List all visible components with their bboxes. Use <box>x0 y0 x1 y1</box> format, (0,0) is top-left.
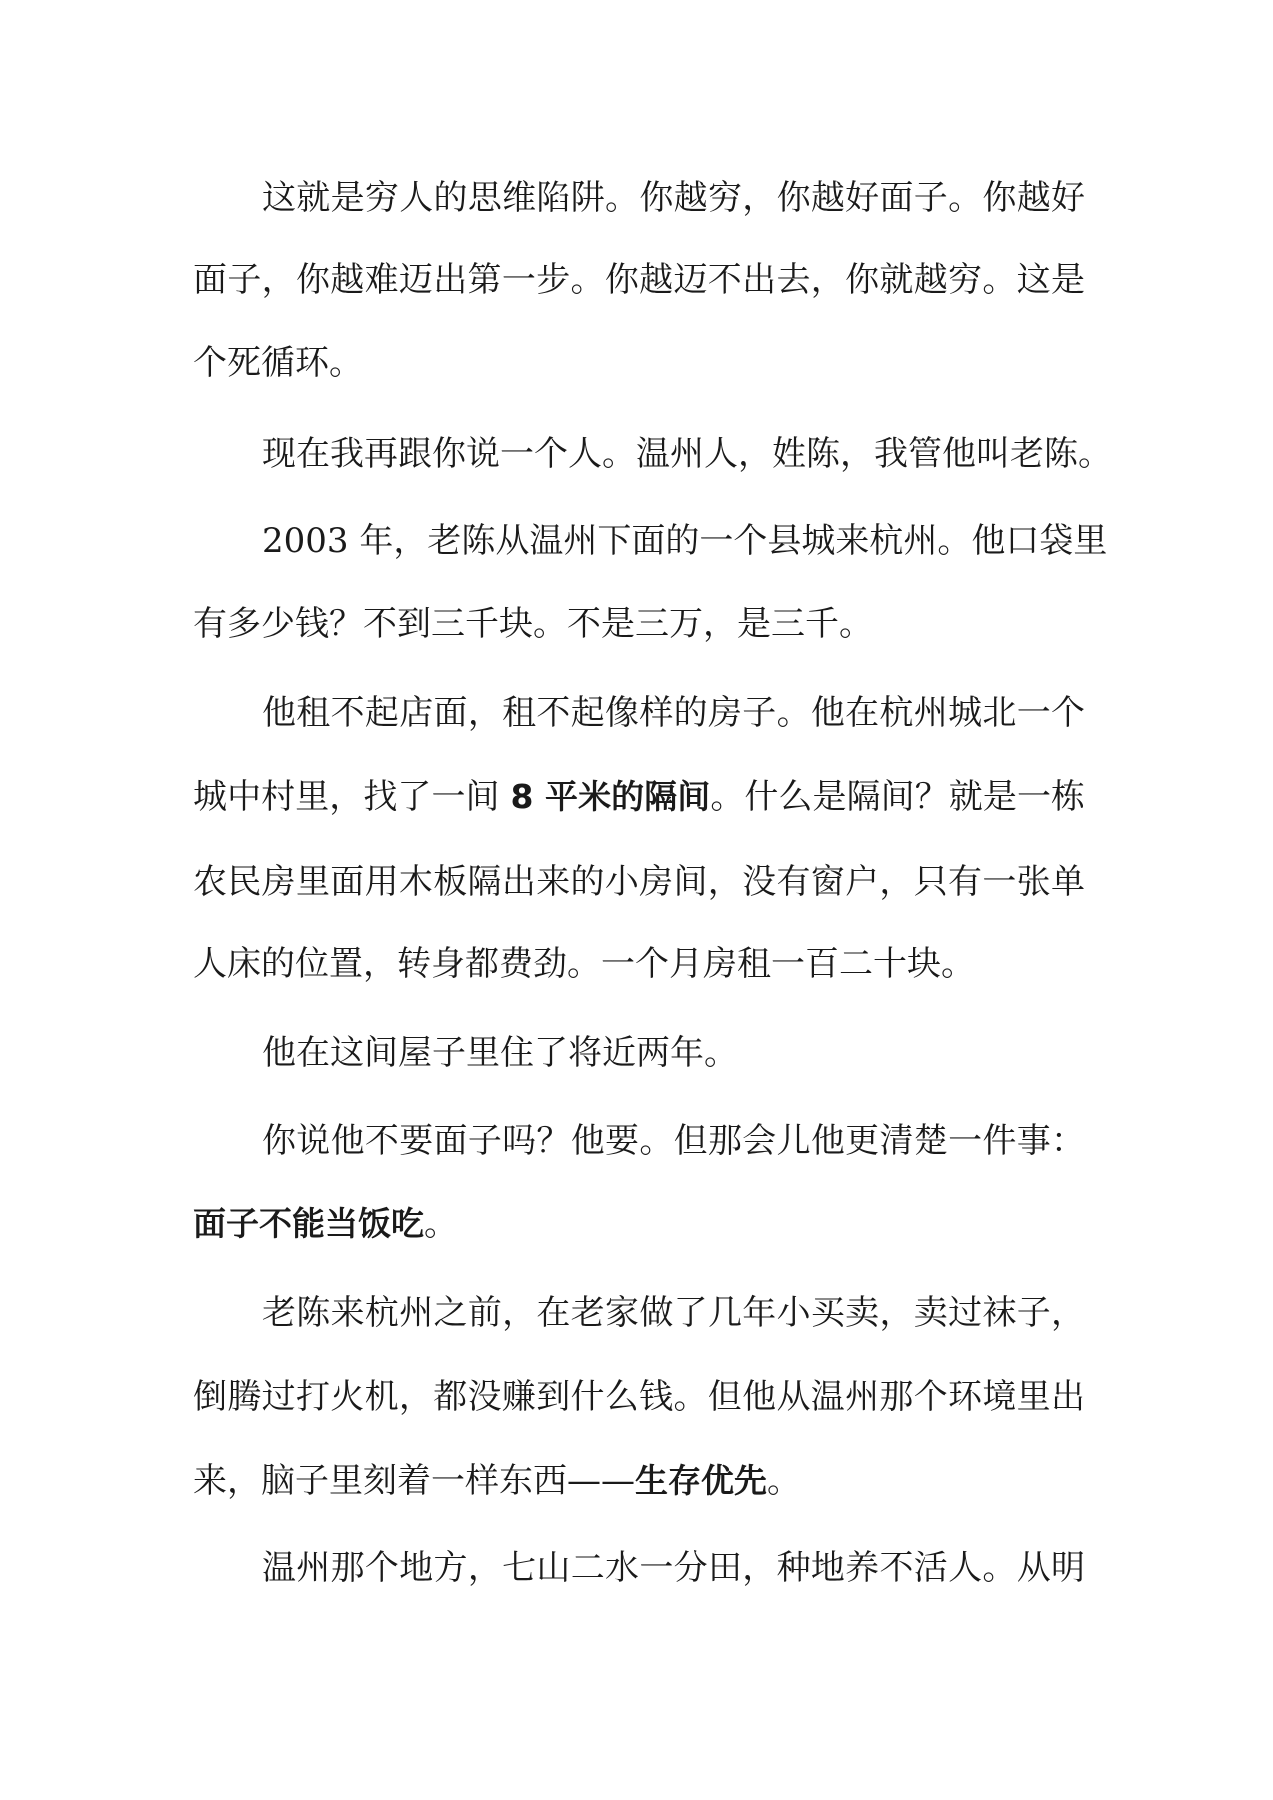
bold-text-span: 生存优先 <box>635 1461 767 1500</box>
text-span: 老陈来杭州之前，在老家做了几年小买卖，卖过袜子， <box>262 1293 1085 1333</box>
text-span: 温州那个地方，七山二水一分田，种地养不活人。从明 <box>262 1548 1085 1588</box>
text-line <box>193 341 363 385</box>
text-span: 。什么是隔间？就是一栋 <box>710 777 1086 817</box>
text-line <box>262 691 1085 735</box>
text-span: 他在这间屋子里住了将近两年。 <box>262 1033 738 1073</box>
text-span: 倒腾过打火机，都没赚到什么钱。但他从温州那个环境里出 <box>193 1377 1085 1417</box>
text-line <box>193 942 975 986</box>
text-line <box>262 1031 738 1075</box>
text-span: 这就是穷人的思维陷阱。你越穷，你越好面子。你越好 <box>262 178 1085 218</box>
text-span: 人床的位置，转身都费劲。一个月房租一百二十块。 <box>193 944 975 984</box>
text-span: 面子，你越难迈出第一步。你越迈不出去，你就越穷。这是 <box>193 260 1085 300</box>
text-line <box>262 519 1108 563</box>
bold-text-span: 8 平米的隔间 <box>510 777 711 816</box>
text-span: 你说他不要面子吗？他要。但那会儿他更清楚一件事： <box>262 1121 1085 1161</box>
text-line <box>193 602 873 646</box>
text-line <box>193 1375 1085 1419</box>
text-line <box>262 432 1112 476</box>
text-span: 农民房里面用木板隔出来的小房间，没有窗户，只有一张单 <box>193 862 1085 902</box>
text-span: 来，脑子里刻着一样东西—— <box>193 1461 635 1501</box>
text-line <box>193 258 1085 302</box>
text-span: 城中村里，找了一间 <box>193 777 511 817</box>
bold-text-span: 面子不能当饭吃 <box>193 1204 424 1243</box>
text-line <box>262 1546 1085 1590</box>
text-span: 他租不起店面，租不起像样的房子。他在杭州城北一个 <box>262 693 1085 733</box>
text-line <box>193 1459 801 1503</box>
text-line <box>193 775 1085 819</box>
text-span: 2003 年，老陈从温州下面的一个县城来杭州。他口袋里 <box>262 521 1108 561</box>
text-span: 有多少钱？不到三千块。不是三万，是三千。 <box>193 604 873 644</box>
text-line <box>193 860 1085 904</box>
text-span: 。 <box>767 1461 801 1501</box>
text-line <box>262 176 1085 220</box>
text-span: 现在我再跟你说一个人。温州人，姓陈，我管他叫老陈。 <box>262 434 1112 474</box>
text-line <box>193 1202 458 1246</box>
text-span: 个死循环。 <box>193 343 363 383</box>
text-span: 。 <box>424 1204 458 1244</box>
text-line <box>262 1291 1085 1335</box>
text-line <box>262 1119 1085 1163</box>
